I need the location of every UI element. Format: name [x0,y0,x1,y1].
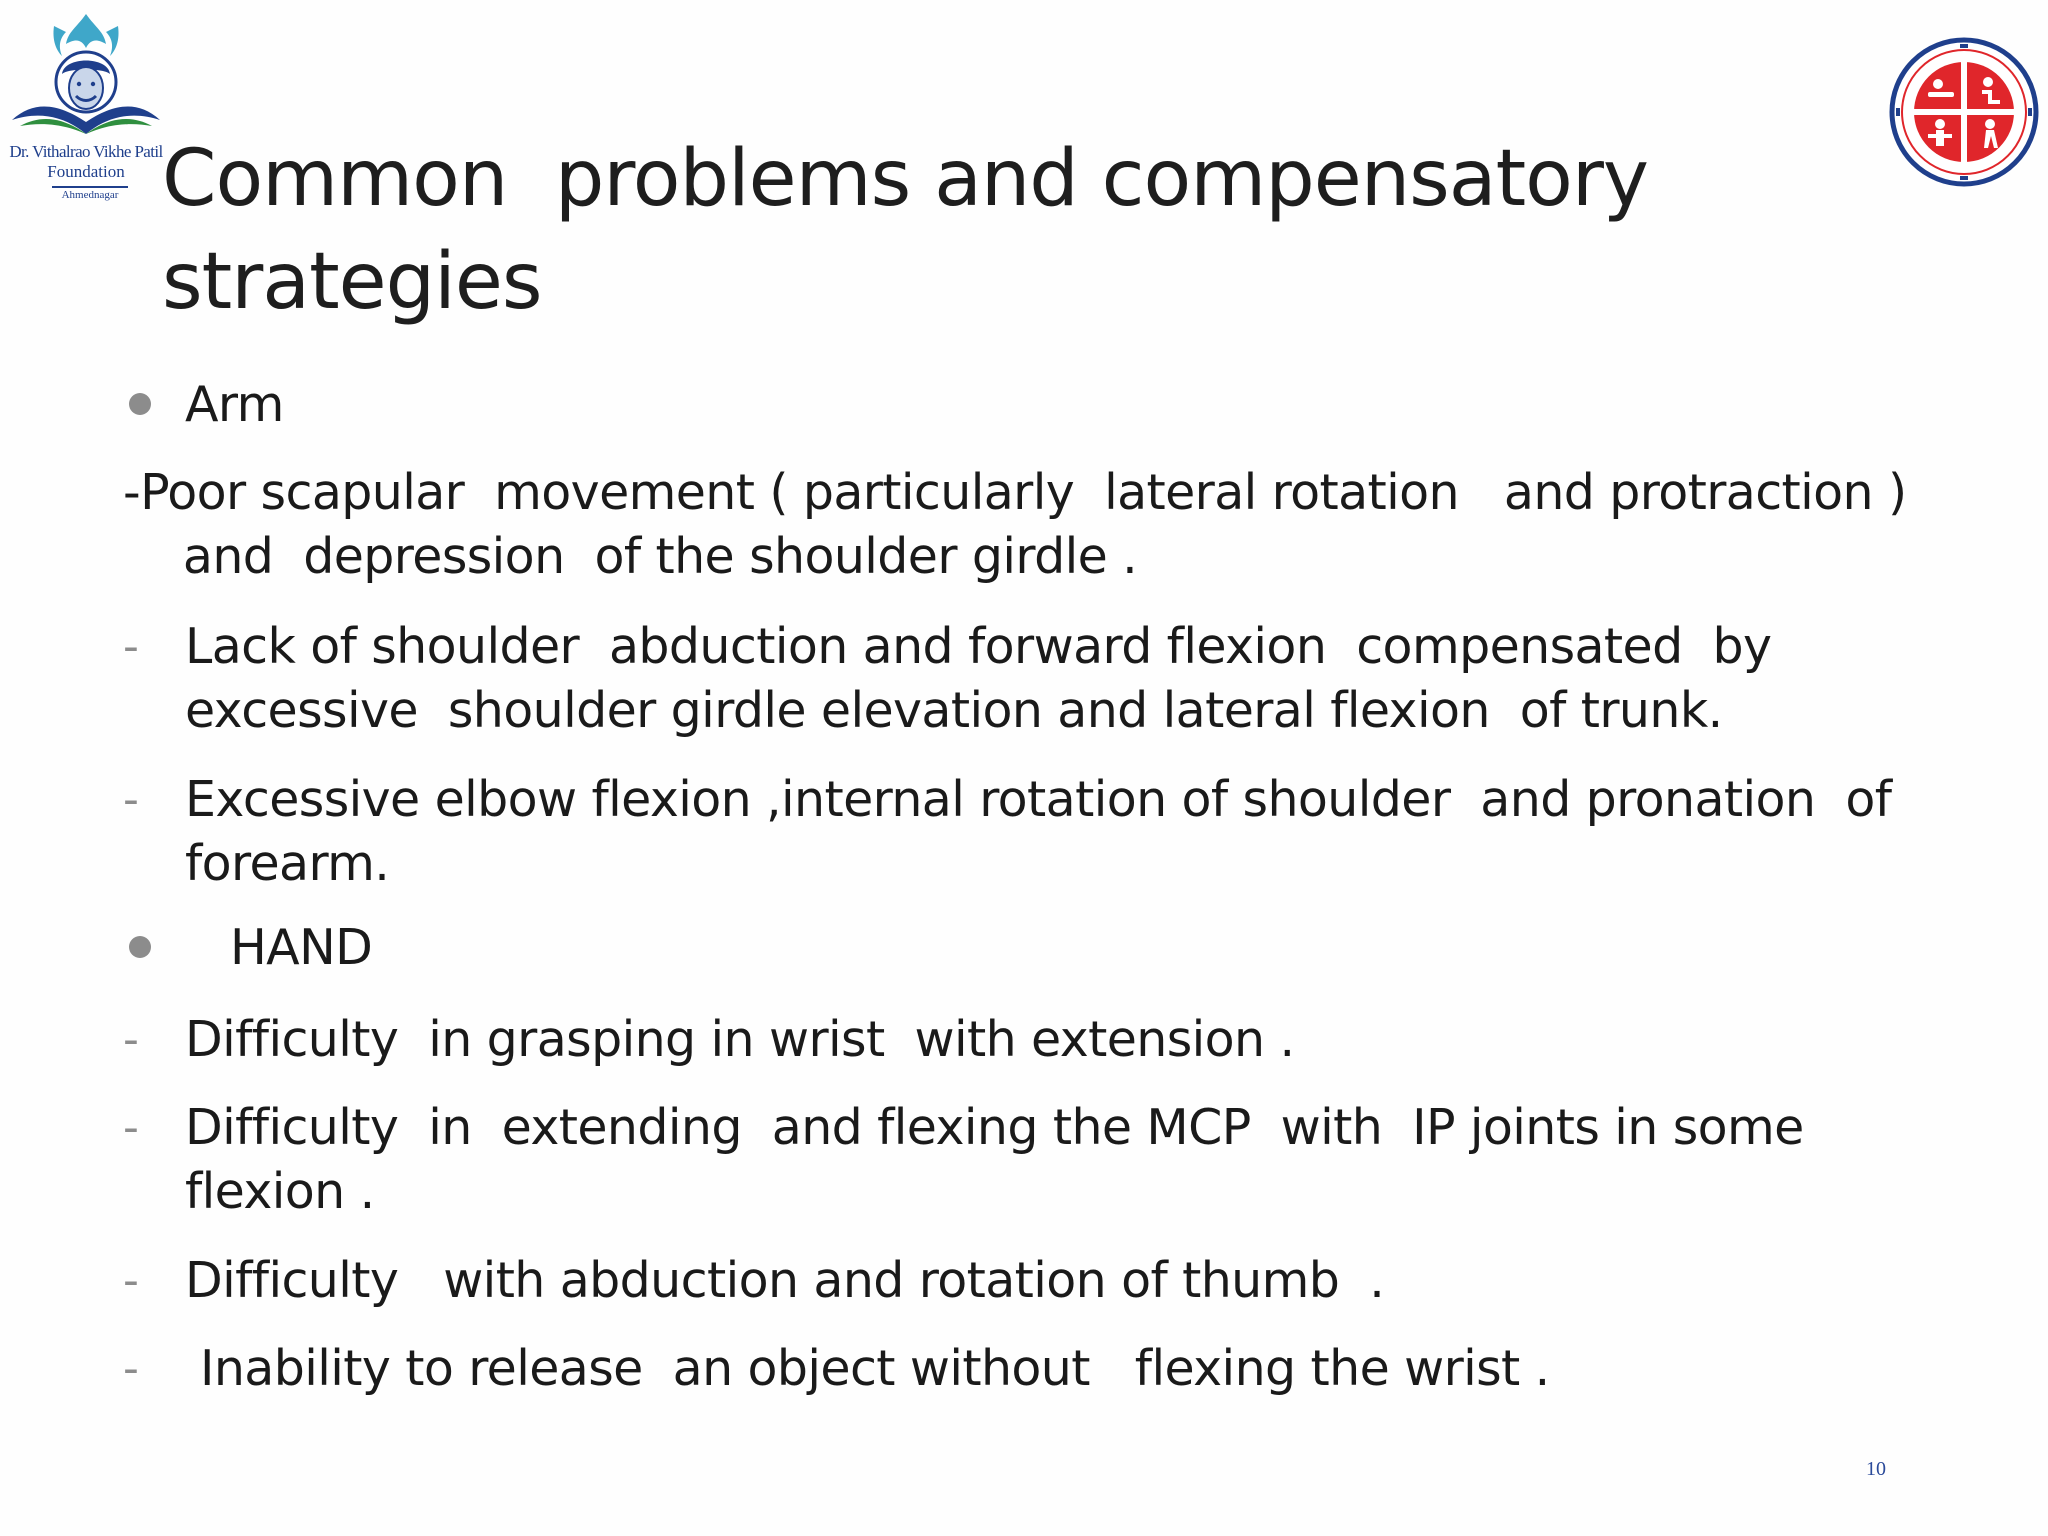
bullet-dot [129,393,151,415]
bullet-dash: - [123,1014,139,1065]
foundation-name-line1: Dr. Vithalrao Vikhe Patil [9,142,163,161]
list-item-elbow: Excessive elbow flexion ,internal rotation of shoulder and pronation of forearm. [185,771,1892,892]
bullet-dash: - [123,1343,139,1394]
foundation-location: Ahmednagar [52,186,128,201]
list-item-scapular: -Poor scapular movement ( particularly lateral rotation and protraction ) and depression of the shoulder girdle . [123,464,1907,585]
foundation-name-line2: Foundation [47,162,125,181]
bullet-dash: - [123,1255,139,1306]
foundation-logo [6,10,166,210]
list-item-mcp: Difficulty in extending and flexing the MCP with IP joints in some flexion . [185,1099,1804,1220]
bullet-dot [129,936,151,958]
list-item-arm: Arm [185,376,284,433]
foundation-emblem-icon [6,10,166,142]
list-item-shoulder: Lack of shoulder abduction and forward flexion compensated by excessive shoulder girdle elevation and lateral flexion of trunk. [185,618,1772,739]
page-number: 10 [1866,1458,1886,1480]
bullet-dash: - [123,621,139,672]
bullet-dash: - [123,774,139,825]
slide-title: Common problems and compensatory strategies [162,134,1649,327]
list-item-thumb: Difficulty with abduction and rotation of thumb . [185,1252,1385,1309]
list-item-release: Inability to release an object without flexing the wrist . [185,1340,1550,1397]
bullet-dash: - [123,1102,139,1153]
list-item-hand: HAND [185,919,373,976]
list-item-grasping: Difficulty in grasping in wrist with extension . [185,1011,1295,1068]
